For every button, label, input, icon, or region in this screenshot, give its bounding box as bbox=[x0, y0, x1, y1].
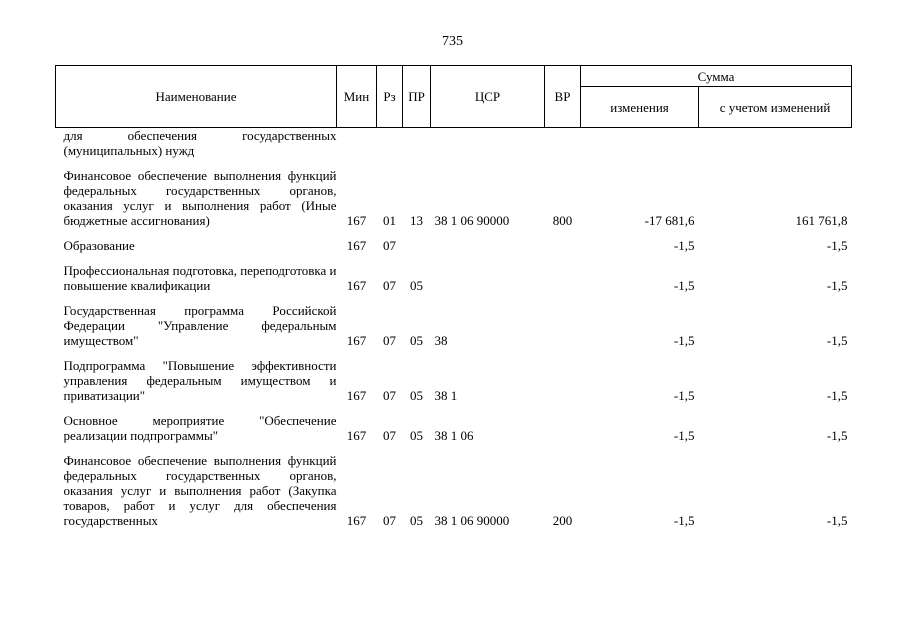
cell-name: Государственная программа Российской Федерации "Управление федеральным имуществом" bbox=[63, 303, 337, 348]
header-change: изменения bbox=[581, 87, 699, 128]
cell-change bbox=[581, 128, 699, 169]
table-row bbox=[56, 168, 852, 238]
table-body bbox=[56, 128, 852, 539]
cell-total: -1,5 bbox=[826, 333, 848, 348]
budget-table bbox=[55, 65, 852, 538]
table-row bbox=[56, 358, 852, 413]
cell-min: 167 bbox=[346, 428, 367, 443]
cell-pr: 05 bbox=[410, 278, 423, 293]
cell-csr: 38 1 06 90000 bbox=[434, 213, 510, 228]
cell-csr: 38 1 bbox=[434, 388, 458, 403]
cell-rz: 07 bbox=[383, 513, 396, 528]
table-row bbox=[56, 453, 852, 538]
cell-name: Финансовое обеспечение выполнения функций федеральных государственных органов, оказания услуг и выполнения работ (Закупка товаров, работ и услуг для обеспечения государственных bbox=[63, 453, 337, 528]
cell-pr: 05 bbox=[410, 513, 423, 528]
cell-min: 167 bbox=[346, 278, 367, 293]
cell-pr bbox=[403, 128, 431, 169]
cell-min bbox=[337, 128, 377, 169]
cell-total: -1,5 bbox=[826, 513, 848, 528]
cell-total: 161 761,8 bbox=[795, 213, 848, 228]
cell-rz: 07 bbox=[383, 278, 396, 293]
cell-vr: 200 bbox=[552, 513, 573, 528]
table-row bbox=[56, 413, 852, 453]
header-name: Наименование bbox=[56, 66, 337, 128]
cell-rz: 07 bbox=[383, 428, 396, 443]
cell-pr: 05 bbox=[410, 428, 423, 443]
cell-name: Финансовое обеспечение выполнения функций федеральных государственных органов, оказания услуг и выполнения работ (Иные бюджетные ассигнования) bbox=[63, 168, 337, 228]
cell-vr bbox=[545, 263, 581, 303]
cell-name: Образование bbox=[63, 238, 135, 253]
cell-change: -1,5 bbox=[673, 513, 695, 528]
cell-csr bbox=[431, 263, 545, 303]
cell-min: 167 bbox=[346, 388, 367, 403]
table-header bbox=[56, 66, 852, 128]
cell-rz: 01 bbox=[383, 213, 396, 228]
cell-pr bbox=[403, 238, 431, 263]
cell-name: Подпрограмма "Повышение эффективности управления федеральным имуществом и приватизации" bbox=[63, 358, 337, 403]
cell-min: 167 bbox=[346, 333, 367, 348]
cell-total: -1,5 bbox=[826, 428, 848, 443]
cell-change: -1,5 bbox=[673, 428, 695, 443]
cell-rz: 07 bbox=[383, 238, 396, 253]
cell-csr: 38 1 06 bbox=[434, 428, 474, 443]
header-csr: ЦСР bbox=[431, 66, 545, 128]
cell-vr bbox=[545, 303, 581, 358]
cell-total bbox=[699, 128, 852, 169]
cell-min: 167 bbox=[346, 513, 367, 528]
table-row bbox=[56, 303, 852, 358]
cell-pr: 05 bbox=[410, 388, 423, 403]
header-rz: Рз bbox=[377, 66, 403, 128]
cell-total: -1,5 bbox=[826, 238, 848, 253]
cell-vr bbox=[545, 358, 581, 413]
cell-change: -17 681,6 bbox=[644, 213, 695, 228]
table-row bbox=[56, 263, 852, 303]
cell-vr: 800 bbox=[552, 213, 573, 228]
cell-vr bbox=[545, 238, 581, 263]
header-min: Мин bbox=[337, 66, 377, 128]
cell-pr: 13 bbox=[410, 213, 423, 228]
cell-csr: 38 1 06 90000 bbox=[434, 513, 510, 528]
header-pr: ПР bbox=[403, 66, 431, 128]
cell-min: 167 bbox=[346, 238, 367, 253]
cell-csr: 38 bbox=[434, 333, 448, 348]
cell-total: -1,5 bbox=[826, 388, 848, 403]
cell-csr bbox=[431, 238, 545, 263]
cell-vr bbox=[545, 128, 581, 169]
cell-min: 167 bbox=[346, 213, 367, 228]
table-row bbox=[56, 238, 852, 263]
header-sum: Сумма bbox=[581, 66, 852, 87]
cell-name: для обеспечения государственных (муниципальных) нужд bbox=[63, 128, 337, 158]
cell-pr: 05 bbox=[410, 333, 423, 348]
header-vr: ВР bbox=[545, 66, 581, 128]
cell-total: -1,5 bbox=[826, 278, 848, 293]
page-number: 735 bbox=[442, 34, 463, 49]
table-row bbox=[56, 128, 852, 169]
header-total: с учетом изменений bbox=[699, 87, 852, 128]
cell-rz bbox=[377, 128, 403, 169]
cell-name: Профессиональная подготовка, переподготовка и повышение квалификации bbox=[63, 263, 337, 293]
cell-change: -1,5 bbox=[673, 333, 695, 348]
cell-change: -1,5 bbox=[673, 238, 695, 253]
cell-name: Основное мероприятие "Обеспечение реализации подпрограммы" bbox=[63, 413, 337, 443]
cell-vr bbox=[545, 413, 581, 453]
cell-change: -1,5 bbox=[673, 388, 695, 403]
cell-rz: 07 bbox=[383, 333, 396, 348]
cell-rz: 07 bbox=[383, 388, 396, 403]
cell-csr bbox=[431, 128, 545, 169]
cell-change: -1,5 bbox=[673, 278, 695, 293]
